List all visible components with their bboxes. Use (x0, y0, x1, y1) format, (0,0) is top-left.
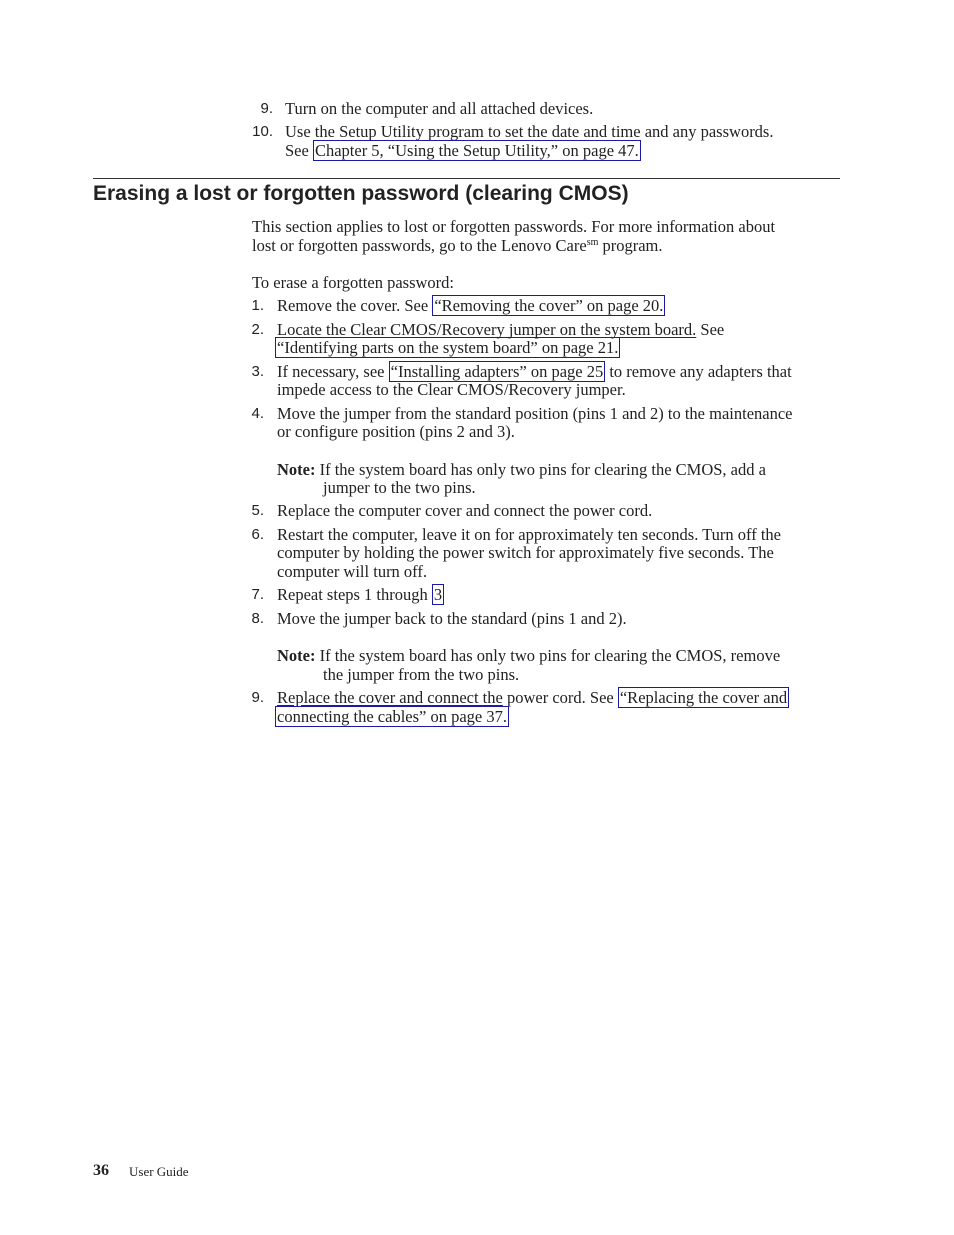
step-text-end: See (696, 320, 725, 339)
intro-text: lost or forgotten passwords, go to the Lenovo Care (252, 236, 587, 255)
step-number: 5. (251, 502, 264, 519)
step-text: or configure position (pins 2 and 3). (277, 422, 515, 441)
note-text: If the system board has only two pins for clearing the CMOS, add a (319, 460, 766, 479)
list-number: 10. (252, 123, 273, 140)
page-number: 36 (93, 1162, 109, 1179)
step-number: 7. (251, 586, 264, 603)
intro-paragraph: This section applies to lost or forgotten passwords. For more information about (252, 217, 776, 236)
step-text-mid: power cord. See (502, 688, 618, 707)
step-text: Move the jumper back to the standard (pins 1 and 2). (277, 609, 627, 628)
step-3-link[interactable]: 3 (433, 585, 443, 604)
step-text-prefix: If necessary, see (277, 362, 389, 381)
note-text: the jumper from the two pins. (323, 665, 520, 684)
note-label: Note: (277, 460, 316, 479)
list-item-text: Use the Setup Utility program to set the date and time and any passwords. (285, 122, 774, 141)
step-text (277, 362, 792, 381)
connecting-cables-link[interactable]: connecting the cables” on page 37. (277, 707, 507, 726)
service-mark: sm (586, 237, 599, 248)
step-number: 6. (251, 526, 264, 543)
step-number: 2. (251, 321, 264, 338)
section-rule (93, 178, 840, 179)
step-text-prefix: Repeat steps 1 through (277, 585, 432, 604)
intro-paragraph (252, 236, 663, 255)
section-heading: Erasing a lost or forgotten password (clearing CMOS) (93, 182, 629, 205)
note (277, 646, 780, 665)
chapter-5-link[interactable]: Chapter 5, “Using the Setup Utility,” on page 47. (314, 141, 639, 160)
step-number: 4. (251, 405, 264, 422)
step-text: Move the jumper from the standard position (pins 1 and 2) to the maintenance (277, 404, 793, 423)
list-number: 9. (260, 100, 273, 117)
step-text: computer will turn off. (277, 562, 427, 581)
step-text (275, 338, 620, 357)
step-text-suffix: to remove any adapters that (605, 362, 792, 381)
step-text (277, 296, 665, 315)
step-text (277, 688, 789, 707)
footer-title: User Guide (129, 1164, 189, 1179)
lead-text: To erase a forgotten password: (252, 273, 454, 292)
step-text: impede access to the Clear CMOS/Recovery jumper. (277, 380, 626, 399)
step-number: 8. (251, 610, 264, 627)
step-number: 9. (251, 689, 264, 706)
removing-cover-link[interactable]: “Removing the cover” on page 20. (434, 296, 664, 315)
note-text: jumper to the two pins. (323, 478, 476, 497)
replace-cover-link-text[interactable]: Replace the cover and connect the (277, 688, 503, 707)
note (277, 460, 766, 479)
step-number: 1. (251, 297, 264, 314)
intro-text-end: program. (598, 236, 663, 255)
step-text (275, 707, 509, 726)
step-text: Replace the computer cover and connect the power cord. (277, 501, 653, 520)
note-text: If the system board has only two pins for clearing the CMOS, remove (319, 646, 781, 665)
step-number: 3. (251, 363, 264, 380)
list-item-text (285, 141, 641, 160)
installing-adapters-link[interactable]: “Installing adapters” on page 25 (390, 362, 604, 381)
clear-cmos-link-text[interactable]: Locate the Clear CMOS/Recovery jumper on the system board. (277, 320, 697, 339)
replacing-cover-link[interactable]: “Replacing the cover and (619, 688, 788, 707)
text-prefix: See (285, 141, 313, 160)
note-label: Note: (277, 646, 316, 665)
step-text (277, 585, 444, 604)
list-item-text: Turn on the computer and all attached devices. (285, 99, 594, 118)
step-text-prefix: Remove the cover. See (277, 296, 433, 315)
step-text: computer by holding the power switch for approximately five seconds. The (277, 543, 774, 562)
step-text: Restart the computer, leave it on for approximately ten seconds. Turn off the (277, 525, 781, 544)
identifying-parts-link[interactable]: “Identifying parts on the system board” on page 21. (277, 338, 619, 357)
